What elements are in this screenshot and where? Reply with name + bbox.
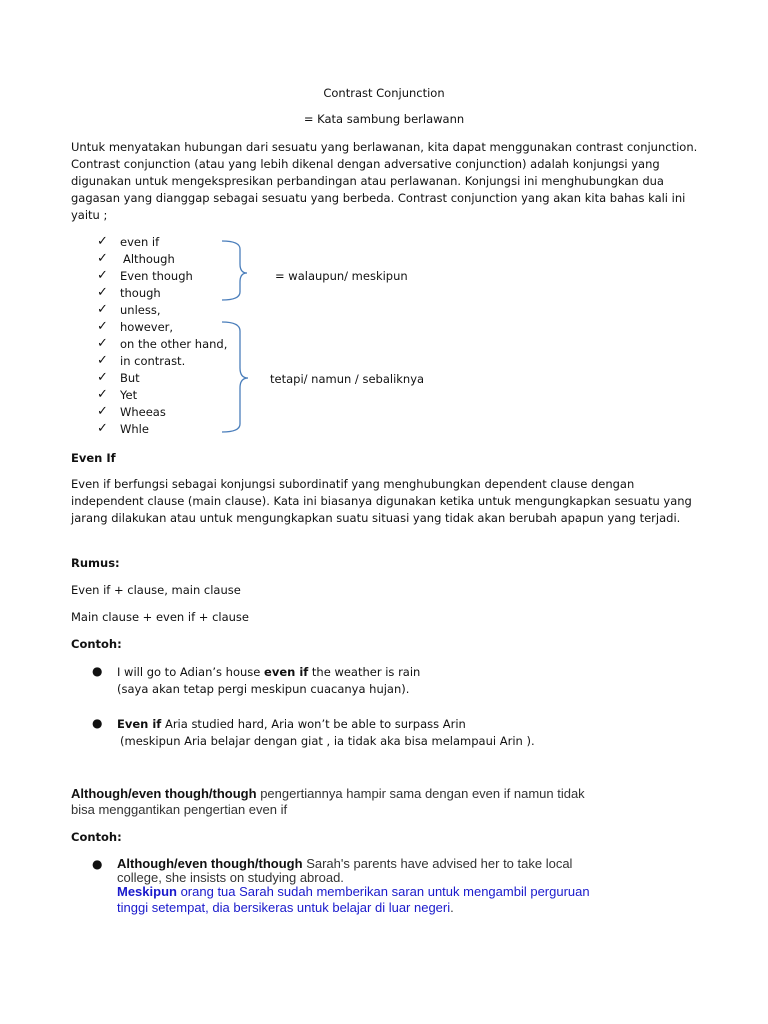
page-subtitle: = Kata sambung berlawann — [303, 112, 465, 126]
list-item: Whle — [120, 422, 149, 436]
check-mark-icon: ✓ — [97, 336, 108, 351]
check-mark-icon: ✓ — [97, 234, 108, 249]
check-mark-icon: ✓ — [97, 268, 108, 283]
although-contoh-label: Contoh: — [71, 830, 122, 844]
list-item: in contrast. — [120, 354, 186, 368]
group-label-walaupun: = walaupun/ meskipun — [275, 269, 408, 283]
list-item: Although — [123, 252, 175, 266]
right-curly-brace-icon — [222, 241, 247, 300]
although-heading-line-1: Although/even though/though pengertiannya hampir sama dengan even if namun tidak — [71, 786, 585, 801]
example-1-translation: (saya akan tetap pergi meskipun cuacanya hujan). — [117, 682, 410, 696]
check-mark-icon: ✓ — [97, 353, 108, 368]
although-translation-line-2: tinggi setempat, dia bersikeras untuk belajar di luar negeri. — [117, 900, 454, 915]
list-item: though — [120, 286, 161, 300]
list-item: Yet — [120, 388, 138, 402]
right-curly-brace-icon — [222, 322, 248, 432]
check-mark-icon: ✓ — [97, 387, 108, 402]
check-mark-icon: ✓ — [97, 251, 108, 266]
formula-2: Main clause + even if + clause — [71, 610, 249, 624]
group-label-tetapi: tetapi/ namun / sebaliknya — [270, 372, 425, 386]
check-mark-icon: ✓ — [97, 319, 108, 334]
although-example-line-2: college, she insists on studying abroad. — [117, 870, 344, 885]
check-mark-icon: ✓ — [97, 285, 108, 300]
although-example-line-1: Although/even though/though Sarah's parents have advised her to take local — [117, 856, 573, 871]
check-mark-icon: ✓ — [97, 370, 108, 385]
even-if-description: Even if berfungsi sebagai konjungsi subordinatif yang menghubungkan dependent clause dengan independent clause (main clause). Kata ini biasanya digunakan ketika untuk mengungkapkan sesuatu yang jarang dilakukan atau untuk mengungkapkan suatu situasi yang tidak akan berubah apapun yang terjadi. — [71, 477, 692, 525]
list-item: even if — [120, 235, 160, 249]
contoh-label: Contoh: — [71, 637, 122, 651]
list-item: Wheeas — [120, 405, 166, 419]
check-mark-icon: ✓ — [97, 302, 108, 317]
bullet-icon: ● — [92, 857, 103, 871]
check-mark-icon: ✓ — [97, 404, 108, 419]
check-mark-icon: ✓ — [97, 421, 108, 436]
section-heading-even-if: Even If — [71, 451, 116, 465]
list-item: on the other hand, — [120, 337, 228, 351]
although-heading-line-2: bisa menggantikan pengertian even if — [71, 802, 288, 817]
example-1: I will go to Adian’s house even if the weather is rain — [117, 665, 421, 679]
rumus-label: Rumus: — [71, 556, 120, 570]
example-2-translation: (meskipun Aria belajar dengan giat , ia tidak aka bisa melampaui Arin ). — [120, 734, 535, 748]
bullet-icon: ● — [92, 664, 103, 678]
list-item: unless, — [120, 303, 161, 317]
page-title: Contrast Conjunction — [323, 86, 445, 100]
formula-1: Even if + clause, main clause — [71, 583, 241, 597]
intro-paragraph: Untuk menyatakan hubungan dari sesuatu yang berlawanan, kita dapat menggunakan contrast conjunction. Contrast conjunction (atau yang lebih dikenal dengan adversative conjunction) adalah konjungsi yang digunakan untuk mengekspresikan perbandingan atau perlawanan. Konjungsi ini menghubungkan dua gagasan yang dianggap sebagai sesuatu yang berbeda. Contrast conjunction yang akan kita bahas kali ini yaitu ; — [71, 140, 698, 222]
although-translation-line-1: Meskipun orang tua Sarah sudah memberikan saran untuk mengambil perguruan — [117, 884, 590, 899]
bullet-icon: ● — [92, 716, 103, 730]
list-item: Even though — [120, 269, 193, 283]
list-item: But — [120, 371, 140, 385]
example-2: Even if Aria studied hard, Aria won’t be able to surpass Arin — [117, 717, 466, 731]
list-item: however, — [120, 320, 174, 334]
